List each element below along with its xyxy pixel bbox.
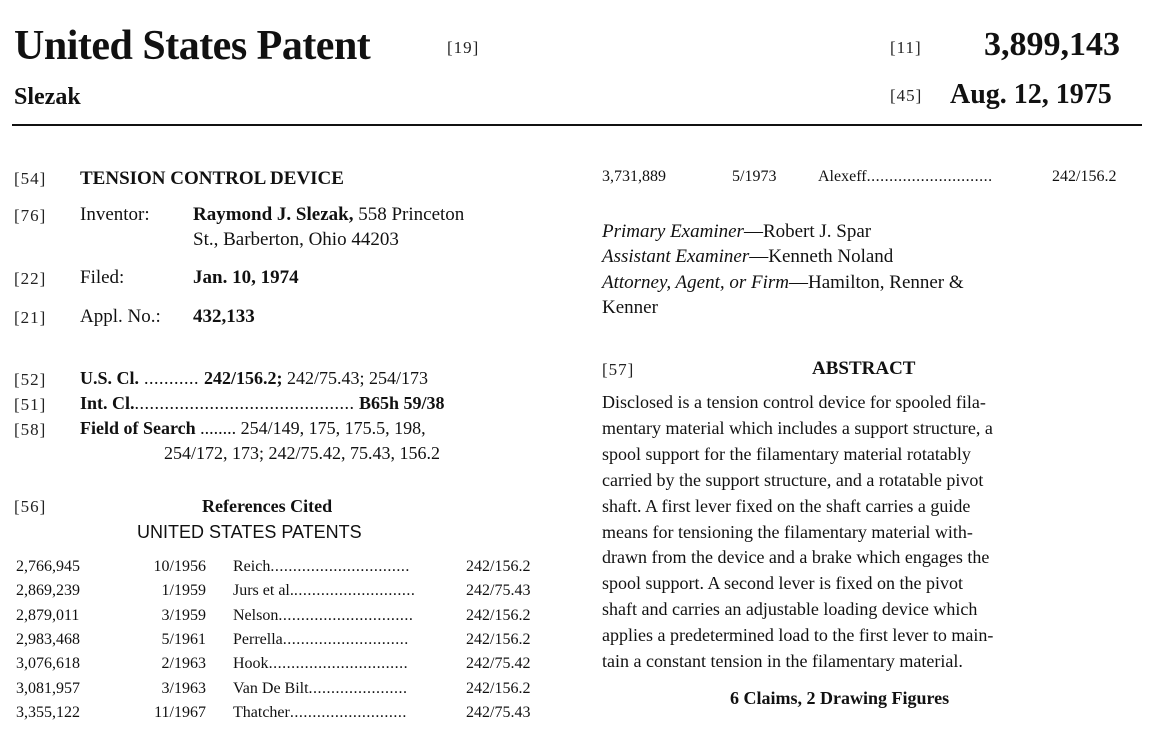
attorney-line-1 <box>602 272 964 294</box>
abstract-line: tain a constant tension in the filamentary material. <box>602 651 963 671</box>
inventor-address-2: St., Barberton, Ohio 44203 <box>193 229 399 250</box>
int-class-value: B65h 59/38 <box>354 393 445 413</box>
ref-class: 242/156.2 <box>466 631 531 648</box>
abstract-line: spool support for the filamentary material rotatably <box>602 444 971 464</box>
us-class-rest: 242/75.43; 254/173 <box>282 368 429 388</box>
appl-label: Appl. No.: <box>80 306 161 327</box>
ref-class: 242/75.43 <box>466 582 531 599</box>
inventor-name: Raymond J. Slezak, <box>193 204 354 225</box>
us-class-dots: ........... <box>139 368 205 388</box>
patent-title: United States Patent <box>14 23 371 69</box>
ref-dots: .......................... <box>289 704 407 721</box>
ref-class: 242/156.2 <box>466 607 531 624</box>
ref-class: 242/156.2 <box>466 558 531 575</box>
primary-examiner-name: —Robert J. Spar <box>743 221 872 242</box>
ref-name-cell <box>233 704 461 722</box>
assistant-examiner-name: —Kenneth Noland <box>749 246 894 267</box>
patent-date: Aug. 12, 1975 <box>950 79 1112 110</box>
ref-name: Reich <box>233 558 271 575</box>
code-22: [22] <box>14 269 47 288</box>
int-class-label: Int. Cl. <box>80 393 135 413</box>
patent-number: 3,899,143 <box>984 26 1120 63</box>
ref-name: Hook <box>233 655 269 672</box>
int-class-dots: ............................................ <box>134 393 355 413</box>
ref-name-cell <box>233 558 461 576</box>
ref-class: 242/75.43 <box>466 704 531 721</box>
abstract-line: drawn from the device and a brake which engages the <box>602 547 990 567</box>
ref-number: 2,869,239 <box>16 582 80 599</box>
appl-number: 432,133 <box>193 306 255 327</box>
us-class-label: U.S. Cl. <box>80 368 140 388</box>
ref-class: 242/156.2 <box>466 680 531 697</box>
ref-name-cell <box>233 582 461 600</box>
code-21: [21] <box>14 308 47 327</box>
abstract-line: mentary material which includes a support structure, a <box>602 418 993 438</box>
abstract-line: Disclosed is a tension control device for spooled fila- <box>602 392 986 412</box>
abstract-line: spool support. A second lever is fixed on the pivot <box>602 573 963 593</box>
ref-date: 3/1959 <box>161 607 206 624</box>
ref-number: 2,766,945 <box>16 558 80 575</box>
abstract-title: ABSTRACT <box>812 358 916 379</box>
ref-name: Perrella <box>233 631 283 648</box>
ref-date: 3/1963 <box>161 680 206 697</box>
ref-name-continued <box>818 168 993 186</box>
ref-dots: ............................... <box>268 655 409 672</box>
code-56: [56] <box>14 497 47 516</box>
code-54: [54] <box>14 169 47 188</box>
ref-name: Nelson <box>233 607 279 624</box>
inventor-label: Inventor: <box>80 204 150 225</box>
code-57: [57] <box>602 360 635 379</box>
field-of-search-values-2: 254/172, 173; 242/75.42, 75.43, 156.2 <box>164 443 441 463</box>
ref-number-continued: 3,731,889 <box>602 168 666 185</box>
ref-name-cell <box>233 680 461 698</box>
code-51: [51] <box>14 395 47 414</box>
ref-date-continued: 5/1973 <box>732 168 777 185</box>
title-code: [19] <box>447 38 480 57</box>
references-title: References Cited <box>202 496 333 516</box>
ref-class-continued: 242/156.2 <box>1052 168 1117 185</box>
inventor-address-1: 558 Princeton <box>353 204 465 225</box>
ref-name-cell <box>233 607 461 625</box>
abstract-line: means for tensioning the filamentary material with- <box>602 522 973 542</box>
primary-examiner-label: Primary Examiner <box>602 221 744 242</box>
code-76: [76] <box>14 206 47 225</box>
attorney-name-1: —Hamilton, Renner & <box>789 272 964 293</box>
ref-date: 5/1961 <box>161 631 206 648</box>
ref-name: Thatcher <box>233 704 290 721</box>
ref-name: Jurs et al. <box>233 582 294 599</box>
ref-number: 3,081,957 <box>16 680 80 697</box>
ref-class: 242/75.42 <box>466 655 531 672</box>
ref-dots: ........................... <box>293 582 416 599</box>
claims-summary: 6 Claims, 2 Drawing Figures <box>730 688 950 708</box>
code-52: [52] <box>14 370 47 389</box>
ref-dots-continued: ............................ <box>866 168 993 185</box>
attorney-name-2: Kenner <box>602 297 658 318</box>
invention-title: TENSION CONTROL DEVICE <box>80 168 344 189</box>
filed-label: Filed: <box>80 267 125 288</box>
date-code: [45] <box>890 86 923 105</box>
ref-name: Van De Bilt <box>233 680 309 697</box>
ref-number: 2,983,468 <box>16 631 80 648</box>
abstract-line: carried by the support structure, and a rotatable pivot <box>602 470 984 490</box>
ref-dots: ............................ <box>282 631 409 648</box>
ref-date: 10/1956 <box>153 558 206 575</box>
assistant-examiner <box>602 246 893 268</box>
ref-dots: ............................... <box>270 558 410 575</box>
ref-dots: .............................. <box>278 607 414 624</box>
inventor-surname: Slezak <box>14 84 81 110</box>
ref-date: 1/1959 <box>161 582 206 599</box>
references-subtitle: UNITED STATES PATENTS <box>137 522 362 542</box>
abstract-line: shaft. A first lever fixed on the shaft carries a guide <box>602 496 971 516</box>
ref-number: 3,076,618 <box>16 655 80 672</box>
header-divider <box>12 124 1142 126</box>
ref-name-cell <box>233 655 461 673</box>
primary-examiner <box>602 221 871 243</box>
field-of-search-line-1 <box>80 418 426 439</box>
ref-number: 3,355,122 <box>16 704 80 721</box>
ref-name-cell <box>233 631 461 649</box>
field-of-search-values-1: ........ 254/149, 175, 175.5, 198, <box>195 418 426 438</box>
us-class-line <box>80 368 428 389</box>
ref-number: 2,879,011 <box>16 607 80 624</box>
abstract-line: applies a predetermined load to the first lever to main- <box>602 625 994 645</box>
ref-name-alexeff: Alexeff <box>818 168 867 185</box>
code-58: [58] <box>14 420 47 439</box>
us-class-main: 242/156.2; <box>204 368 283 388</box>
inventor-line-1 <box>193 204 464 226</box>
ref-date: 2/1963 <box>161 655 206 672</box>
filed-date: Jan. 10, 1974 <box>193 267 299 288</box>
assistant-examiner-label: Assistant Examiner <box>602 246 750 267</box>
ref-dots: ...................... <box>308 680 408 697</box>
ref-date: 11/1967 <box>154 704 206 721</box>
int-class-line <box>80 393 445 414</box>
attorney-label: Attorney, Agent, or Firm <box>602 272 789 293</box>
patent-number-code: [11] <box>890 38 922 57</box>
abstract-line: shaft and carries an adjustable loading device which <box>602 599 978 619</box>
field-of-search-label: Field of Search <box>80 418 196 438</box>
